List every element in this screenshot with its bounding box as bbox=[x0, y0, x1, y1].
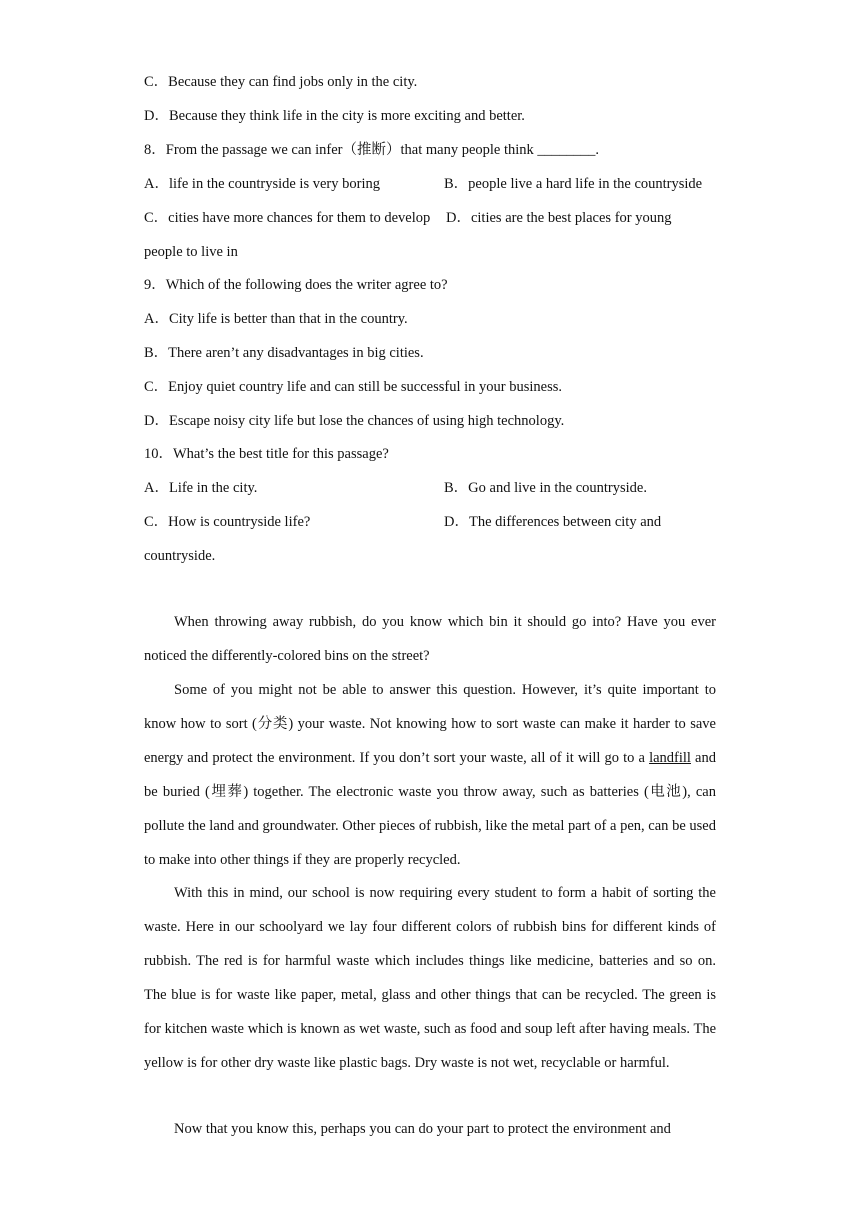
q10-option-d-continued: countryside. bbox=[144, 548, 216, 564]
q7-option-d: D．Because they think life in the city is more exciting and better. bbox=[144, 108, 525, 124]
underlined-word-landfill: landfill bbox=[649, 749, 691, 766]
q8-option-b: B．people live a hard life in the countryside bbox=[444, 176, 703, 192]
passage-paragraph-3 bbox=[144, 877, 716, 1080]
q10-option-c: C．How is countryside life? bbox=[144, 514, 311, 530]
q7-option-c: C．Because they can find jobs only in the city. bbox=[144, 74, 418, 90]
q8-option-d-continued: people to live in bbox=[144, 244, 238, 260]
q9-option-c: C．Enjoy quiet country life and can still be successful in your business. bbox=[144, 379, 563, 395]
q9-stem: 9．Which of the following does the writer agree to? bbox=[144, 277, 448, 293]
passage-paragraph-2-text-a: Some of you might not be able to answer this question. However, it’s quite important to know how to sort (分类) your waste. Not knowing how to sort waste can make it harder to save energy and protect the environment. If you don’t sort your waste, all of it will go to a bbox=[144, 682, 716, 766]
q8-option-d: D．cities are the best places for young bbox=[446, 210, 672, 226]
q10-option-a: A．Life in the city. bbox=[144, 480, 258, 496]
q10-option-d: D．The differences between city and bbox=[444, 514, 662, 530]
q8-stem: 8．From the passage we can infer（推断）that many people think ________. bbox=[144, 142, 600, 158]
passage-paragraph-1-text: When throwing away rubbish, do you know which bin it should go into? Have you ever noticed the differently-colored bins on the street? bbox=[144, 614, 716, 664]
q10-stem: 10．What’s the best title for this passage? bbox=[144, 446, 389, 462]
q9-option-a: A．City life is better than that in the country. bbox=[144, 311, 408, 327]
passage-paragraph-4-text: Now that you know this, perhaps you can do your part to protect the environment and bbox=[174, 1121, 671, 1137]
passage-paragraph-1 bbox=[144, 606, 716, 674]
q8-option-a: A．life in the countryside is very boring bbox=[144, 176, 380, 192]
passage-paragraph-2 bbox=[144, 674, 716, 877]
q8-option-c: C．cities have more chances for them to develop bbox=[144, 210, 431, 226]
passage-paragraph-2-text-b: and be buried (埋葬) together. The electronic waste you throw away, such as batteries (电池), can pollute the land and groundwater. Other pieces of rubbish, like the metal part of a pen, can be used to make into other things if they are properly recycled. bbox=[144, 749, 716, 868]
q9-option-d: D．Escape noisy city life but lose the chances of using high technology. bbox=[144, 413, 565, 429]
q9-option-b: B．There aren’t any disadvantages in big cities. bbox=[144, 345, 424, 361]
q10-option-b: B．Go and live in the countryside. bbox=[444, 480, 647, 496]
passage-paragraph-4 bbox=[144, 1113, 716, 1147]
passage-paragraph-3-text: With this in mind, our school is now requiring every student to form a habit of sorting the waste. Here in our schoolyard we lay four different colors of rubbish bins for different kinds of rubbish. The red is for harmful waste which includes things like medicine, batteries and so on. The blue is for waste like paper, metal, glass and other things that can be recycled. The green is for kitchen waste which is known as wet waste, such as food and soup left after having meals. The yellow is for other dry waste like plastic bags. Dry waste is not wet, recyclable or harmful. bbox=[144, 885, 716, 1071]
